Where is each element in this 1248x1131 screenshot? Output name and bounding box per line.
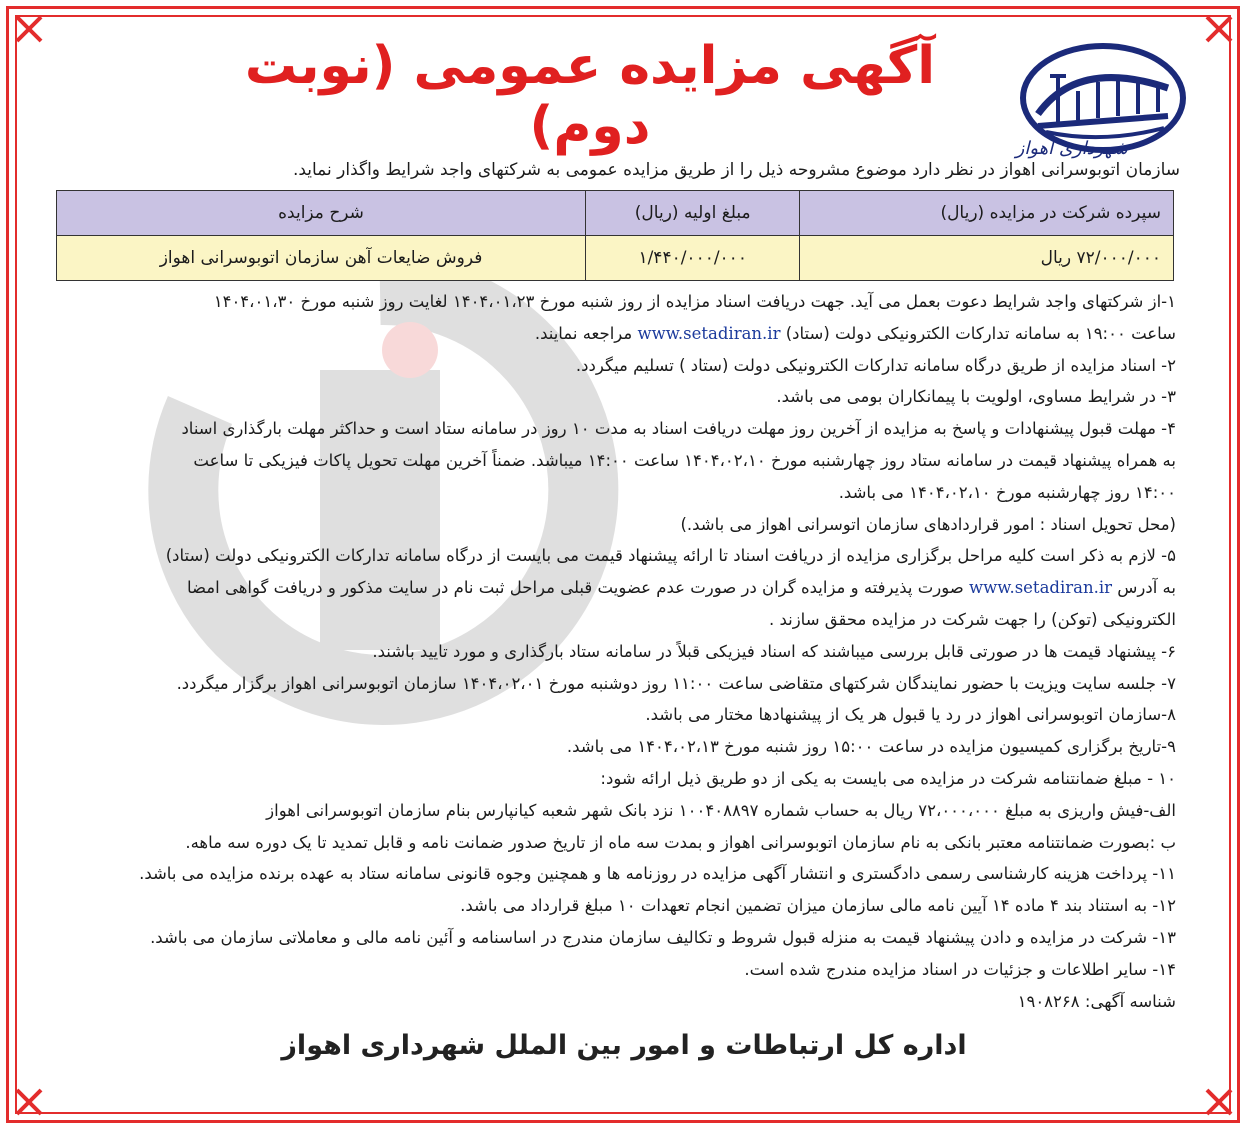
header-cell: سپرده شرکت در مزایده (ریال) — [800, 191, 1174, 236]
setadiran-link[interactable]: www.setadiran.ir — [637, 323, 781, 343]
notice-line: ۱۲- به استناد بند ۴ ماده ۱۴ آیین نامه مالی سازمان میزان تضمین انجام تعهدات ۱۰ مبلغ قرارداد می باشد. — [460, 896, 1176, 916]
notice-line — [40, 318, 1176, 350]
notice-line: ۱۰ - مبلغ ضمانتنامه شرکت در مزایده می بایست به یکی از دو طریق ذیل ارائه شود: — [600, 768, 1176, 788]
notice-line: به همراه پیشنهاد قیمت در سامانه ستاد روز چهارشنبه مورخ ۱۴۰۴،۰۲،۱۰ ساعت ۱۴:۰۰ میباشد. ضمناً آخرین مهلت تحویل پاکات فیزیکی تا ساعت — [193, 450, 1176, 470]
notice-line: ۹-تاریخ برگزاری کمیسیون مزایده در ساعت ۱۵:۰۰ روز شنبه مورخ ۱۴۰۴،۰۲،۱۳ می باشد. — [566, 737, 1176, 757]
header-cell: مبلغ اولیه (ریال) — [586, 191, 800, 236]
notice-line: ۱۱- پرداخت هزینه کارشناسی رسمی دادگستری و انتشار آگهی مزایده در روزنامه ها و همچنین وجوه قانونی سامانه ستاد به عهده برنده مزایده می باشد. — [139, 864, 1176, 884]
table-cell: ۷۲/۰۰۰/۰۰۰ ریال — [800, 236, 1174, 281]
notice-line: الف-فیش واریزی به مبلغ ۷۲،۰۰۰،۰۰۰ ریال به حساب شماره ۱۰۰۴۰۸۸۹۷ نزد بانک شهر شعبه کیانپارس بنام سازمان اتوبوسرانی اهواز — [266, 800, 1176, 820]
notice-line: ۲- اسناد مزایده از طریق درگاه سامانه تدارکات الکترونیکی دولت (ستاد ) تسلیم میگردد. — [575, 355, 1176, 375]
notice-line: ۱۴:۰۰ روز چهارشنبه مورخ ۱۴۰۴،۰۲،۱۰ می باشد. — [838, 482, 1176, 502]
table-cell: فروش ضایعات آهن سازمان اتوبوسرانی اهواز — [57, 236, 586, 281]
logo-caption: شهرداری اهواز — [1015, 138, 1128, 159]
notice-line: ۳- در شرایط مساوی، اولویت با پیمانکاران بومی می باشد. — [776, 387, 1176, 407]
notice-line — [40, 572, 1176, 604]
notice-line: ۵- لازم به ذکر است کلیه مراحل برگزاری مزایده از دریافت اسناد تا ارائه پیشنهاد قیمت می بایست از درگاه سامانه تدارکات الکترونیکی دولت (ستاد) — [165, 546, 1176, 566]
notice-line: ۱۴- سایر اطلاعات و جزئیات در اسناد مزایده مندرج شده است. — [744, 959, 1176, 979]
notice-line: ۴- مهلت قبول پیشنهادات و پاسخ به مزایده از آخرین روز مهلت دریافت اسناد به مدت ۱۰ روز در سامانه ستاد است و حداکثر مهلت بارگذاری اسناد — [181, 419, 1176, 439]
line-text: صورت پذیرفته و مزایده گران در صورت عدم عضویت قبلی مراحل ثبت نام در سایت مذکور و دریافت گواهی امضا — [186, 578, 964, 598]
line-text: به آدرس — [1117, 578, 1176, 598]
notice-line: ۱۳- شرکت در مزایده و دادن پیشنهاد قیمت به منزله قبول شروط و تکالیف سازمان مندرج در اساسنامه و آئین نامه مالی و معاملاتی سازمان می باشد. — [150, 927, 1176, 947]
header-cell: شرح مزایده — [57, 191, 586, 236]
notice-line: (محل تحویل اسناد : امور قراردادهای سازمان اتوسرانی اهواز می باشد.) — [680, 514, 1176, 534]
notice-line: ۷- جلسه سایت ویزیت با حضور نمایندگان شرکتهای متقاضی ساعت ۱۱:۰۰ روز دوشنبه مورخ ۱۴۰۴،۰۲،۰۱ سازمان اتوبوسرانی اهواز برگزار میگردد. — [176, 673, 1176, 693]
table-row — [57, 236, 1174, 281]
line-text: ساعت ۱۹:۰۰ به سامانه تدارکات الکترونیکی دولت (ستاد) — [785, 323, 1176, 343]
notice-id: شناسه آگهی: ۱۹۰۸۲۶۸ — [1017, 991, 1176, 1011]
notice-line: ۸-سازمان اتوبوسرانی اهواز در رد یا قبول هر یک از پیشنهادها مختار می باشد. — [645, 705, 1176, 725]
line-text: مراجعه نمایند. — [534, 323, 633, 343]
notice-line: ۶- پیشنهاد قیمت ها در صورتی قابل بررسی میباشند که اسناد فیزیکی قبلاً در سامانه ستاد بارگذاری و مورد تایید باشند. — [372, 641, 1176, 661]
notice-body — [40, 286, 1176, 1017]
notice-title: آگهی مزایده عمومی (نوبت دوم) — [244, 36, 936, 156]
setadiran-link[interactable]: www.setadiran.ir — [969, 578, 1113, 598]
intro-text: سازمان اتوبوسرانی اهواز در نظر دارد موضوع مشروحه ذیل را از طریق مزایده عمومی به شرکتهای واجد شرایط واگذار نماید. — [292, 160, 1180, 180]
table-cell: ۱/۴۴۰/۰۰۰/۰۰۰ — [586, 236, 800, 281]
notice-line: ۱-از شرکتهای واجد شرایط دعوت بعمل می آید. جهت دریافت اسناد مزایده از روز شنبه مورخ ۱۴۰۴،۰۱،۲۳ لغایت روز شنبه مورخ ۱۴۰۴،۰۱،۳۰ — [213, 292, 1176, 311]
notice-line: ب :بصورت ضمانتنامه معتبر بانکی به نام سازمان اتوبوسرانی اهواز و بمدت سه ماه از تاریخ صدور ضمانت نامه و قابل تمدید تا یک دوره سه ماهه. — [185, 832, 1176, 852]
auction-table — [56, 190, 1174, 281]
issuer-footer: اداره کل ارتباطات و امور بین الملل شهرداری اهواز — [281, 1030, 967, 1061]
table-header-row — [57, 191, 1174, 236]
notice-line: الکترونیکی (توکن) را جهت شرکت در مزایده محقق سازند . — [768, 609, 1176, 629]
